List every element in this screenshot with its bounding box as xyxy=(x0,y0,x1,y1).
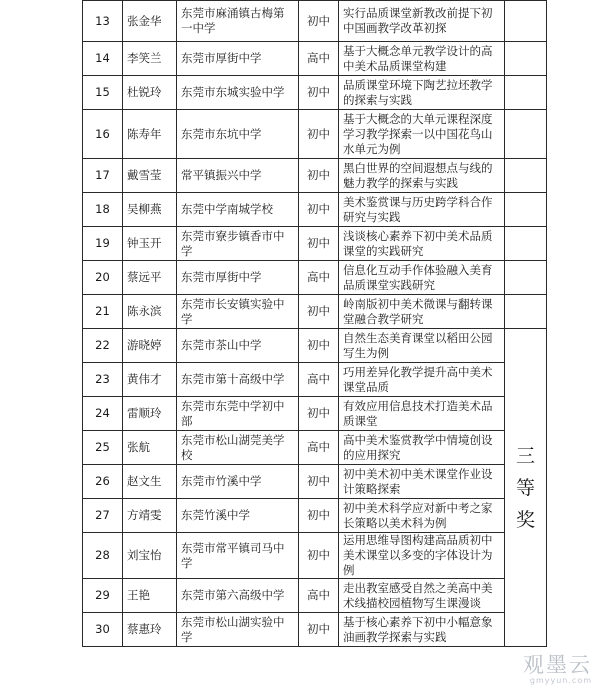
cell-title: 基于核心素养下初中小幅意象油画教学探索与实践 xyxy=(339,613,505,647)
cell-school: 东莞市厚街中学 xyxy=(177,42,299,76)
watermark-logo xyxy=(523,654,592,686)
cell-number: 27 xyxy=(83,499,123,533)
cell-number: 25 xyxy=(83,431,123,465)
cell-school: 东莞市东坑中学 xyxy=(177,110,299,159)
cell-title: 实行品质课堂新教改前提下初中国画教学改革初探 xyxy=(339,1,505,42)
table-row xyxy=(83,533,547,579)
cell-level: 初中 xyxy=(299,499,339,533)
award-cell-blank xyxy=(505,193,547,227)
award-level-label xyxy=(516,440,536,536)
award-cell-blank xyxy=(505,159,547,193)
cell-number: 18 xyxy=(83,193,123,227)
table-row xyxy=(83,227,547,261)
cell-school: 常平镇振兴中学 xyxy=(177,159,299,193)
cell-level: 初中 xyxy=(299,295,339,329)
cell-title: 基于大概念的大单元课程深度学习教学探索一以中国花鸟山水单元为例 xyxy=(339,110,505,159)
award-cell-blank xyxy=(505,110,547,159)
table-row xyxy=(83,261,547,295)
cell-name: 张金华 xyxy=(123,1,177,42)
cell-name: 陈永滨 xyxy=(123,295,177,329)
award-level-cell xyxy=(505,329,547,647)
cell-level: 初中 xyxy=(299,159,339,193)
cell-school: 东莞中学南城学校 xyxy=(177,193,299,227)
watermark-url: gmyyun.com xyxy=(529,676,592,685)
cell-name: 张航 xyxy=(123,431,177,465)
cell-school: 东莞市松山湖实验中学 xyxy=(177,613,299,647)
cell-level: 初中 xyxy=(299,465,339,499)
cell-school: 东莞市寮步镇香市中学 xyxy=(177,227,299,261)
cell-title: 初中美术科学应对新中考之家长策略以美术科为例 xyxy=(339,499,505,533)
cell-title: 走出教室感受自然之美高中美术线描校园植物写生课漫谈 xyxy=(339,579,505,613)
cell-name: 游晓婷 xyxy=(123,329,177,363)
cell-title: 美术鉴赏课与历史跨学科合作研究与实践 xyxy=(339,193,505,227)
award-cell-blank xyxy=(505,227,547,261)
cell-title: 自然生态美育课堂以稻田公园写生为例 xyxy=(339,329,505,363)
cell-title: 运用思维导图构建高品质初中美术课堂以多变的字体设计为例 xyxy=(339,533,505,579)
table-row xyxy=(83,499,547,533)
cell-number: 21 xyxy=(83,295,123,329)
award-cell-blank xyxy=(505,42,547,76)
cell-number: 24 xyxy=(83,397,123,431)
cell-name: 赵文生 xyxy=(123,465,177,499)
cell-school: 东莞市厚街中学 xyxy=(177,261,299,295)
table-row xyxy=(83,397,547,431)
cell-name: 陈寿年 xyxy=(123,110,177,159)
cell-level: 初中 xyxy=(299,397,339,431)
cell-level: 初中 xyxy=(299,533,339,579)
cell-title: 巧用差异化教学提升高中美术课堂品质 xyxy=(339,363,505,397)
cell-number: 13 xyxy=(83,1,123,42)
cell-level: 初中 xyxy=(299,227,339,261)
table-row xyxy=(83,613,547,647)
cell-level: 初中 xyxy=(299,193,339,227)
cell-school: 东莞市东城实验中学 xyxy=(177,76,299,110)
table-row xyxy=(83,329,547,363)
cell-level: 高中 xyxy=(299,363,339,397)
cell-name: 吴柳燕 xyxy=(123,193,177,227)
table-row xyxy=(83,42,547,76)
cell-name: 雷顺玲 xyxy=(123,397,177,431)
cell-level: 初中 xyxy=(299,613,339,647)
table-row xyxy=(83,295,547,329)
cell-title: 浅谈核心素养下初中美术品质课堂的实践研究 xyxy=(339,227,505,261)
cell-title: 高中美术鉴赏教学中情境创设的应用探究 xyxy=(339,431,505,465)
award-cell-blank xyxy=(505,295,547,329)
cell-number: 28 xyxy=(83,533,123,579)
table-row xyxy=(83,193,547,227)
table-row xyxy=(83,110,547,159)
award-table xyxy=(82,0,547,647)
award-cell-blank xyxy=(505,1,547,42)
cell-level: 初中 xyxy=(299,1,339,42)
cell-name: 方靖雯 xyxy=(123,499,177,533)
cell-number: 23 xyxy=(83,363,123,397)
cell-name: 杜锐玲 xyxy=(123,76,177,110)
award-cell-blank xyxy=(505,76,547,110)
cell-name: 蔡惠玲 xyxy=(123,613,177,647)
cell-number: 16 xyxy=(83,110,123,159)
cell-name: 刘宝怡 xyxy=(123,533,177,579)
cell-number: 30 xyxy=(83,613,123,647)
cell-school: 东莞市第六高级中学 xyxy=(177,579,299,613)
cell-name: 李笑兰 xyxy=(123,42,177,76)
cell-title: 品质课堂环境下陶艺拉坯教学的探索与实践 xyxy=(339,76,505,110)
table-row xyxy=(83,159,547,193)
cell-title: 初中美术初中美术课堂作业设计策略探索 xyxy=(339,465,505,499)
cell-school: 东莞市麻涌镇古梅第一中学 xyxy=(177,1,299,42)
cell-name: 戴雪莹 xyxy=(123,159,177,193)
cell-title: 黑白世界的空间遐想点与线的魅力教学的探索与实践 xyxy=(339,159,505,193)
cell-level: 高中 xyxy=(299,261,339,295)
cell-school: 东莞竹溪中学 xyxy=(177,499,299,533)
cell-number: 15 xyxy=(83,76,123,110)
table-row xyxy=(83,76,547,110)
cell-level: 初中 xyxy=(299,76,339,110)
cell-school: 东莞市第十高级中学 xyxy=(177,363,299,397)
cell-title: 岭南版初中美术微课与翻转课堂融合教学研究 xyxy=(339,295,505,329)
table-row xyxy=(83,1,547,42)
award-table-body xyxy=(83,1,547,647)
cell-name: 钟玉开 xyxy=(123,227,177,261)
cell-title: 基于大概念单元教学设计的高中美术品质课堂构建 xyxy=(339,42,505,76)
table-row xyxy=(83,465,547,499)
cell-name: 黄伟才 xyxy=(123,363,177,397)
cell-level: 初中 xyxy=(299,110,339,159)
cell-number: 29 xyxy=(83,579,123,613)
watermark-text: 观墨云 xyxy=(523,653,592,677)
cell-number: 14 xyxy=(83,42,123,76)
cell-level: 高中 xyxy=(299,431,339,465)
cell-number: 26 xyxy=(83,465,123,499)
cell-number: 22 xyxy=(83,329,123,363)
cell-number: 19 xyxy=(83,227,123,261)
cell-name: 蔡远平 xyxy=(123,261,177,295)
award-level-char: 奖 xyxy=(515,508,535,531)
cell-school: 东莞市松山湖莞美学校 xyxy=(177,431,299,465)
cell-number: 20 xyxy=(83,261,123,295)
cell-title: 有效应用信息技术打造美术品质课堂 xyxy=(339,397,505,431)
cell-school: 东莞市东莞中学初中部 xyxy=(177,397,299,431)
award-level-char: 等 xyxy=(515,476,535,499)
table-row xyxy=(83,431,547,465)
cell-title: 信息化互动手作体验融入美育品质课堂实践研究 xyxy=(339,261,505,295)
award-cell-blank xyxy=(505,261,547,295)
cell-level: 高中 xyxy=(299,579,339,613)
cell-level: 高中 xyxy=(299,42,339,76)
cell-number: 17 xyxy=(83,159,123,193)
cell-name: 王艳 xyxy=(123,579,177,613)
cell-school: 东莞市长安镇实验中学 xyxy=(177,295,299,329)
cell-school: 东莞市竹溪中学 xyxy=(177,465,299,499)
cell-school: 东莞市茶山中学 xyxy=(177,329,299,363)
table-row xyxy=(83,579,547,613)
cell-level: 初中 xyxy=(299,329,339,363)
award-level-char: 三 xyxy=(515,444,535,467)
cell-school: 东莞市常平镇司马中学 xyxy=(177,533,299,579)
table-row xyxy=(83,363,547,397)
